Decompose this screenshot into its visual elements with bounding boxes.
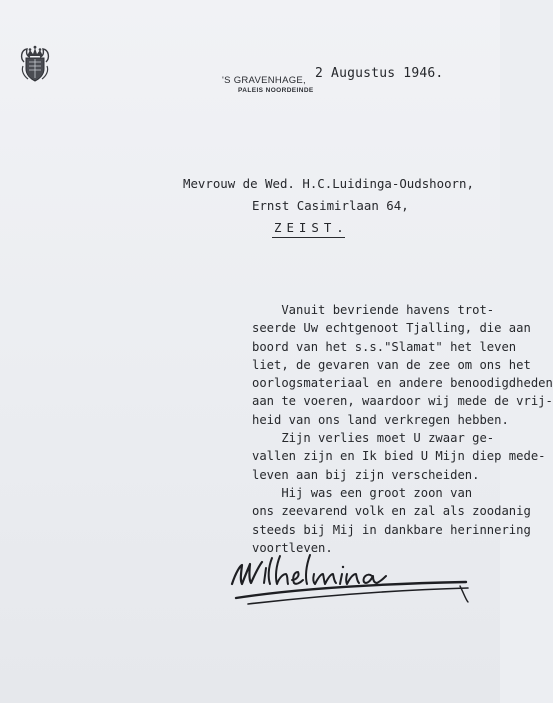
body-line: Vanuit bevriende havens trot- [252,303,495,317]
letterhead-place: 'S GRAVENHAGE, [222,75,306,86]
body-line: heid van ons land verkregen hebben. [252,412,509,427]
letter-date: 2 Augustus 1946. [315,66,444,81]
signature [228,550,478,620]
body-line: aan te voeren, waardoor wij mede de vrij- [252,394,553,409]
body-line: vallen zijn en Ik bied U Mijn diep mede- [252,449,546,464]
body-line: Zijn verlies moet U zwaar ge- [252,431,495,446]
letter-body [252,303,553,559]
body-line: Hij was een groot zoon van [252,485,473,500]
city-underline [272,237,345,238]
body-line: leven aan bij zijn verscheiden. [252,467,480,482]
addressee-street: Ernst Casimirlaan 64, [252,198,409,213]
body-line: ons zeevarend volk en zal als zoodanig [252,504,531,519]
addressee-city-text: ZEIST. [274,220,349,235]
body-line: liet, de gevaren van de zee om ons het [252,357,531,372]
body-line: boord van het s.s."Slamat" het leven [252,339,517,354]
body-line: voortleven. [252,540,333,555]
addressee-name: Mevrouw de Wed. H.C.Luidinga-Oudshoorn, [183,176,474,191]
royal-crest-icon [18,44,52,84]
body-line: seerde Uw echtgenoot Tjalling, die aan [252,321,531,336]
letterhead-sub-place: PALEIS NOORDEINDE [238,87,314,94]
body-line: oorlogsmateriaal en andere benoodigdheden [252,376,553,391]
body-line: steeds bij Mij in dankbare herinnering [252,522,531,537]
addressee-city [274,220,349,235]
